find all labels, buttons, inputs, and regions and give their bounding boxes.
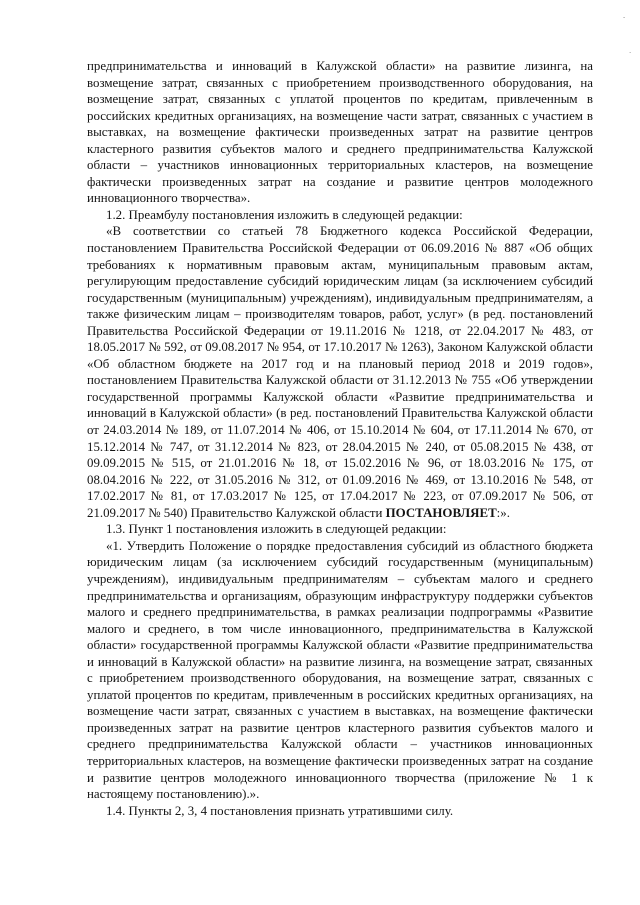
paragraph-item-1-2: 1.2. Преамбулу постановления изложить в следующей редакции: [106,207,463,222]
preamble-tail: :». [496,505,510,520]
paragraph-preamble [87,223,593,521]
paragraph-item-1-4: 1.4. Пункты 2, 3, 4 постановления признать утратившими силу. [106,803,454,818]
scan-mark-glyph: · [629,49,632,57]
paragraph-continuation: предпринимательства и инноваций в Калужской области» на развитие лизинга, на возмещение затрат, связанных с приобретением производственного оборудования, на возмещение затрат, связанных с уплатой процентов по кредитам, привлеченным в российских кредитных организациях, на возмещение части затрат, связанных с участием в выставках, на возмещение фактически произведенных затрат на развитие центров кластерного развития субъектов малого и среднего предпринимательства Калужской области – участников инновационных территориальных кластеров, на возмещение фактически произведенных затрат на создание и развитие центров молодежного инновационного творчества». [87,59,593,206]
preamble-text: «В соответствии со статьей 78 Бюджетного кодекса Российской Федерации, постановлением Правительства Российской Федерации от 06.09.2016 № 887 «Об общих требованиях к нормативным правовым актам, муниципальным правовым актам, регулирующим предоставление субсидий юридическим лицам (за исключением субсидий государственным (муниципальным) учреждениям), индивидуальным предпринимателям, а также физическим лицам – производителям товаров, работ, услуг» (в ред. постановлений Правительства Российской Федерации от 19.11.2016 № 1218, от 22.04.2017 № 483, от 18.05.2017 № 592, от 09.08.2017 № 954, от 17.10.2017 № 1263), Законом Калужской области «Об областном бюджете на 2017 год и на плановый период 2018 и 2019 годов», постановлением Правительства Калужской области от 31.12.2013 № 755 «Об утверждении государственной программы Калужской области «Развитие предпринимательства и инноваций в Калужской области» (в ред. постановлений Правительства Калужской области от 24.03.2014 № 189, от 11.07.2014 № 406, от 15.10.2014 № 604, от 17.11.2014 № 670, от 15.12.2014 № 747, от 31.12.2014 № 823, от 28.04.2015 № 240, от 05.08.2015 № 438, от 09.09.2015 № 515, от 21.01.2016 № 18, от 15.02.2016 № 96, от 18.03.2016 № 175, от 08.04.2016 № 222, от 31.05.2016 № 312, от 01.09.2016 № 469, от 13.10.2016 № 548, от 17.02.2017 № 81, от 17.03.2017 № 125, от 17.04.2017 № 223, от 07.09.2017 № 506, от 21.09.2017 № 540) Правительство Калужской области [87,224,593,520]
paragraph-item-1-3: 1.3. Пункт 1 постановления изложить в следующей редакции: [106,522,447,537]
document-body [87,58,593,819]
scan-mark-glyph: ˙ [619,15,627,26]
decree-keyword: ПОСТАНОВЛЯЕТ [385,505,497,520]
paragraph-point-1: «1. Утвердить Положение о порядке предоставления субсидий из областного бюджета юридическим лицам (за исключением субсидий государственным (муниципальным) учреждениям), индивидуальным предпринимателям – субъектам малого и среднего предпринимательства и организациям, образующим инфраструктуру поддержки субъектов малого и среднего предпринимательства, в рамках реализации подпрограммы «Развитие малого и среднего, в том числе инновационного, предпринимательства в Калужской области» государственной программы Калужской области «Развитие предпринимательства и инноваций в Калужской области» на развитие лизинга, на возмещение затрат, связанных с приобретением производственного оборудования, на возмещение затрат, связанных с уплатой процентов по кредитам, привлеченным в российских кредитных организациях, на возмещение части затрат, связанных с участием в выставках, на возмещение фактически произведенных затрат на развитие центров кластерного развития субъектов малого и среднего предпринимательства Калужской области – участников инновационных территориальных кластеров, на возмещение фактически произведенных затрат на создание и развитие центров молодежного инновационного творчества (приложение № 1 к настоящему постановлению).». [87,538,593,802]
